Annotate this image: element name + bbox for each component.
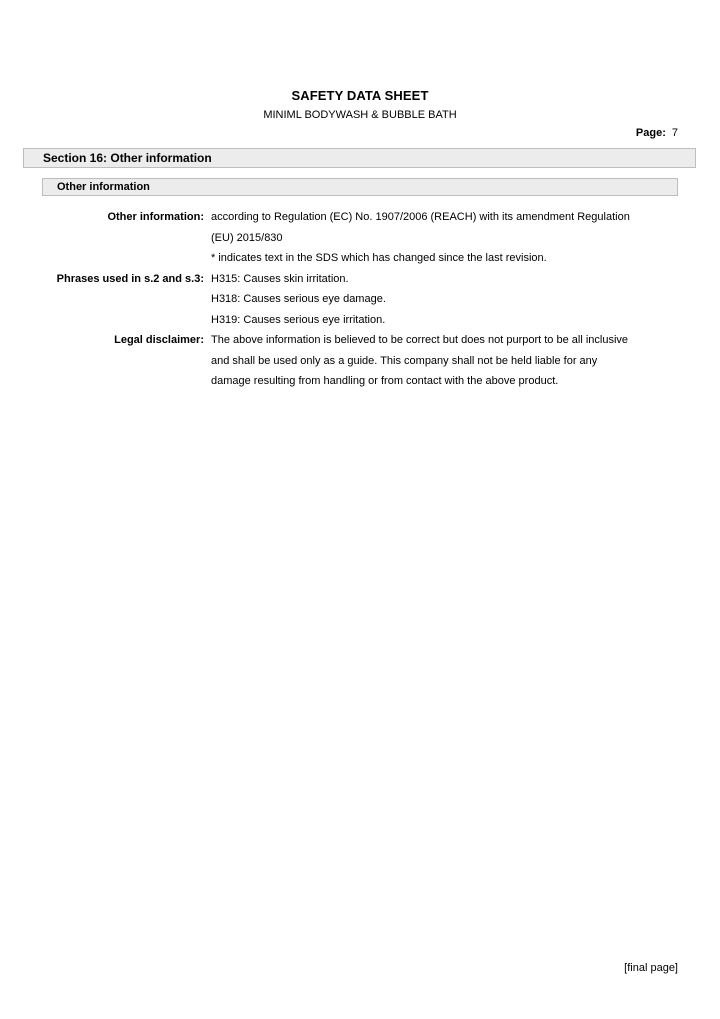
row-line: * indicates text in the SDS which has changed since the last revision. (211, 252, 547, 264)
product-name: MINIML BODYWASH & BUBBLE BATH (263, 109, 457, 121)
row-values (211, 207, 636, 269)
info-row-legal-disclaimer (0, 330, 720, 392)
row-line: H319: Causes serious eye irritation. (211, 313, 386, 326)
row-label: Legal disclaimer: (114, 334, 204, 346)
row-label: Other information: (107, 211, 204, 223)
row-label: Phrases used in s.2 and s.3: (56, 272, 204, 285)
page-number: 7 (671, 127, 678, 139)
info-row-other-information (0, 207, 720, 269)
info-row-phrases (0, 269, 720, 331)
row-line: according to Regulation (EC) No. 1907/2006 (REACH) with its amendment Regulation (211, 211, 630, 223)
subsection-header (42, 178, 678, 196)
section-title: Section 16: Other information (43, 151, 212, 165)
info-table (0, 207, 720, 392)
document-title: SAFETY DATA SHEET (291, 88, 429, 103)
final-page-note: [final page] (624, 962, 678, 974)
row-line: The above information is believed to be correct but does not purport to be all inclusive (211, 334, 629, 346)
row-line: and shall be used only as a guide. This company shall not be held liable for any (211, 354, 598, 367)
subsection-title: Other information (57, 181, 150, 193)
page-label: Page: (635, 127, 666, 139)
row-line: H315: Causes skin irritation. (211, 272, 349, 285)
row-line: (EU) 2015/830 (211, 231, 283, 244)
row-values (211, 269, 636, 331)
section-header (23, 148, 696, 168)
row-line: damage resulting from handling or from contact with the above product. (211, 375, 559, 387)
row-line: H318: Causes serious eye damage. (211, 293, 386, 305)
page-indicator (636, 127, 678, 139)
row-values (211, 330, 636, 392)
